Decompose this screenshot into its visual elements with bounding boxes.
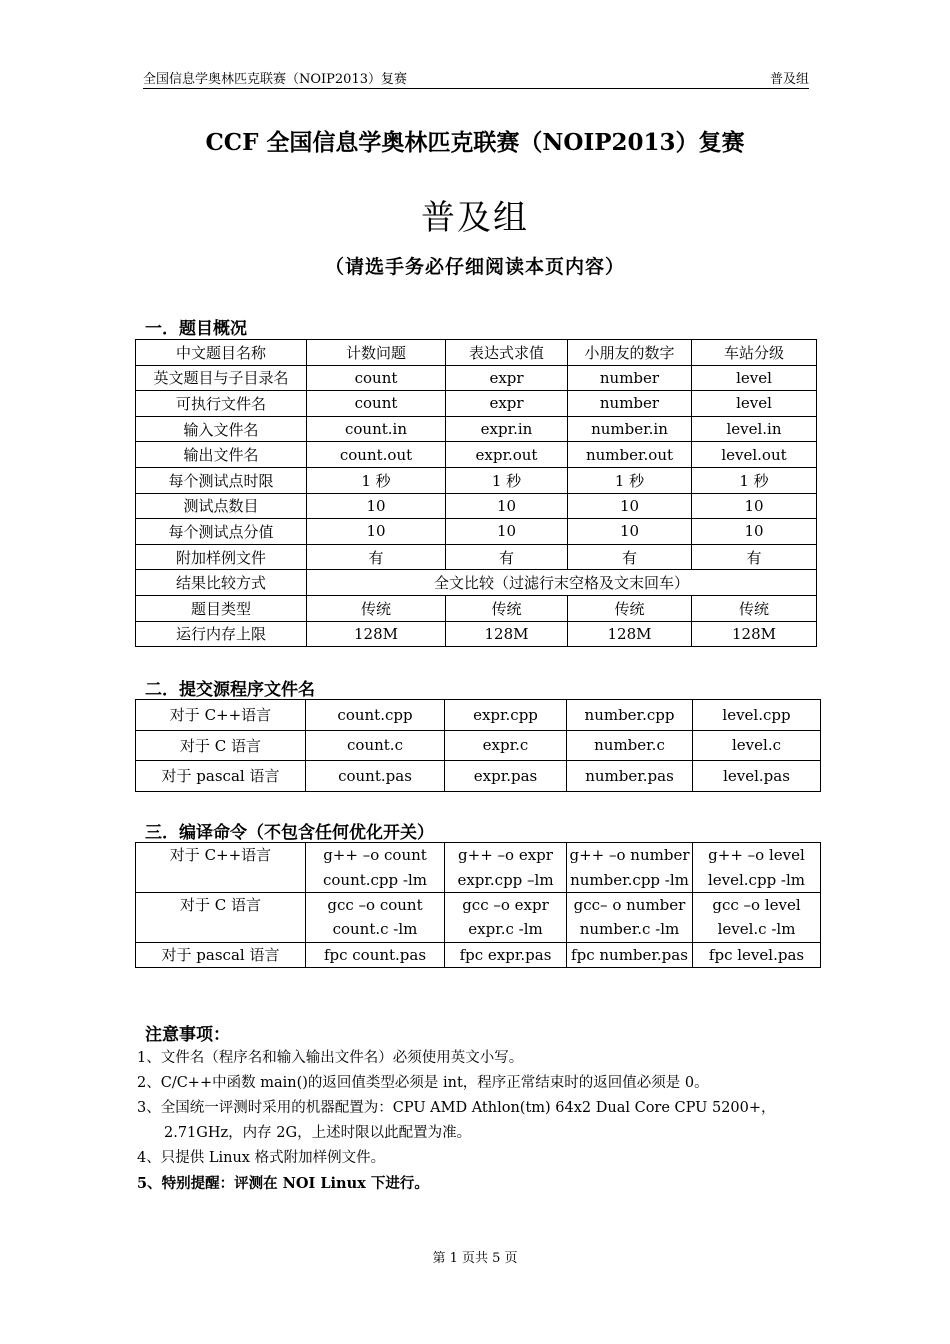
- table-cell: 英文题目与子目录名: [136, 365, 307, 391]
- table-cell: level.c -lm: [693, 917, 821, 942]
- table-cell: 对于 C++语言: [136, 843, 306, 893]
- document-subtitle: 普及组: [421, 198, 529, 238]
- table-cell: 10: [307, 519, 446, 545]
- table-cell: number.c: [567, 730, 693, 761]
- table-cell: expr.c: [445, 730, 567, 761]
- table-cell: expr.pas: [445, 761, 567, 792]
- table-row: [136, 761, 821, 792]
- table-cell: expr.cpp –lm: [445, 867, 567, 892]
- table-cell: expr.c -lm: [445, 917, 567, 942]
- table-row: [136, 519, 817, 545]
- table-cell: expr.in: [446, 416, 568, 442]
- table-cell: 对于 pascal 语言: [136, 942, 306, 967]
- table-cell: count: [307, 391, 446, 417]
- table-cell: gcc– o number: [567, 892, 693, 917]
- table-cell: 10: [568, 493, 692, 519]
- table-cell: count.cpp: [306, 700, 445, 731]
- table-cell: 对于 C 语言: [136, 730, 306, 761]
- table-cell: 10: [446, 519, 568, 545]
- table-row: [136, 544, 817, 570]
- table-row: [136, 416, 817, 442]
- table-cell: gcc –o count: [306, 892, 445, 917]
- table-cell: count.pas: [306, 761, 445, 792]
- header-right: 普及组: [769, 72, 809, 87]
- notes-list: [137, 1046, 776, 1196]
- compile-command-table: [135, 842, 821, 968]
- problem-overview-table: [135, 339, 817, 647]
- table-cell: 10: [307, 493, 446, 519]
- section-heading-compile-commands: 三．编译命令（不包含任何优化开关）: [145, 823, 434, 843]
- table-cell: 计数问题: [307, 340, 446, 366]
- document-title: CCF 全国信息学奥林匹克联赛（NOIP2013）复赛: [205, 129, 745, 156]
- note-item: 4、只提供 Linux 格式附加样例文件。: [137, 1150, 386, 1166]
- table-row: [136, 467, 817, 493]
- table-row: [136, 391, 817, 417]
- table-cell: 对于 C++语言: [136, 700, 306, 731]
- table-cell: gcc –o expr: [445, 892, 567, 917]
- table-cell: 128M: [307, 621, 446, 647]
- table-cell: level.c: [693, 730, 821, 761]
- table-cell: level.out: [692, 442, 817, 468]
- table-row: [136, 892, 821, 917]
- table-cell: count.cpp -lm: [306, 867, 445, 892]
- table-cell: 每个测试点时限: [136, 467, 307, 493]
- table-cell: expr: [446, 391, 568, 417]
- notes-heading: 注意事项：: [145, 1025, 230, 1045]
- table-cell: 10: [692, 493, 817, 519]
- table-cell: 附加样例文件: [136, 544, 307, 570]
- table-cell: 10: [446, 493, 568, 519]
- table-row: [136, 621, 817, 647]
- table-cell: level: [692, 391, 817, 417]
- source-filename-table: [135, 699, 821, 792]
- note-item-continuation: 2.71GHz，内存 2G，上述时限以此配置为准。: [164, 1125, 472, 1141]
- table-cell: 对于 C 语言: [136, 892, 306, 942]
- table-cell: 小朋友的数字: [568, 340, 692, 366]
- table-row: [136, 700, 821, 731]
- table-cell: 每个测试点分值: [136, 519, 307, 545]
- table-cell: expr.out: [446, 442, 568, 468]
- table-cell: expr: [446, 365, 568, 391]
- table-cell: count.out: [307, 442, 446, 468]
- table-cell: g++ –o level: [693, 843, 821, 868]
- table-cell: level: [692, 365, 817, 391]
- table-cell: level.pas: [693, 761, 821, 792]
- table-cell: count: [307, 365, 446, 391]
- section-heading-overview: 一．题目概况: [145, 319, 247, 339]
- table-cell: fpc expr.pas: [445, 942, 567, 967]
- table-cell: number.out: [568, 442, 692, 468]
- table-cell: 1 秒: [307, 467, 446, 493]
- table-cell: 结果比较方式: [136, 570, 307, 596]
- header-left: 全国信息学奥林匹克联赛（NOIP2013）复赛: [143, 72, 407, 87]
- table-cell: number.cpp: [567, 700, 693, 731]
- table-row: [136, 365, 817, 391]
- table-cell: fpc level.pas: [693, 942, 821, 967]
- table-row: [136, 942, 821, 967]
- table-cell: 传统: [446, 595, 568, 621]
- page-header: [143, 66, 809, 89]
- table-cell: 表达式求值: [446, 340, 568, 366]
- table-cell: 1 秒: [692, 467, 817, 493]
- table-cell: 有: [692, 544, 817, 570]
- table-cell: number.c -lm: [567, 917, 693, 942]
- table-cell: 输出文件名: [136, 442, 307, 468]
- section-heading-source-files: 二．提交源程序文件名: [145, 680, 315, 700]
- table-row: [136, 570, 817, 596]
- table-cell: 有: [307, 544, 446, 570]
- table-cell: 128M: [446, 621, 568, 647]
- table-cell: level.in: [692, 416, 817, 442]
- table-cell: 题目类型: [136, 595, 307, 621]
- table-cell: 测试点数目: [136, 493, 307, 519]
- table-row: [136, 595, 817, 621]
- table-cell: 传统: [568, 595, 692, 621]
- table-row: [136, 493, 817, 519]
- table-cell: g++ –o number: [567, 843, 693, 868]
- table-cell: 1 秒: [568, 467, 692, 493]
- table-cell: 有: [446, 544, 568, 570]
- table-cell: level.cpp -lm: [693, 867, 821, 892]
- table-cell: count.c: [306, 730, 445, 761]
- table-cell: 128M: [692, 621, 817, 647]
- table-cell: 10: [692, 519, 817, 545]
- note-item-highlight: 5、特别提醒：评测在 NOI Linux 下进行。: [137, 1175, 429, 1192]
- page-footer: 第 1 页共 5 页: [432, 1251, 518, 1266]
- table-cell: number.pas: [567, 761, 693, 792]
- table-cell: expr.cpp: [445, 700, 567, 731]
- table-cell: count.c -lm: [306, 917, 445, 942]
- table-row: [136, 843, 821, 868]
- table-cell: 可执行文件名: [136, 391, 307, 417]
- note-item: 2、C/C++中函数 main()的返回值类型必须是 int，程序正常结束时的返回值必须是 0。: [137, 1075, 709, 1091]
- table-cell: 输入文件名: [136, 416, 307, 442]
- table-cell: number.cpp -lm: [567, 867, 693, 892]
- table-cell: number: [568, 365, 692, 391]
- table-cell: g++ –o expr: [445, 843, 567, 868]
- table-cell: gcc –o level: [693, 892, 821, 917]
- table-cell-merged: 全文比较（过滤行末空格及文末回车）: [307, 570, 817, 596]
- table-cell: 10: [568, 519, 692, 545]
- table-cell: 对于 pascal 语言: [136, 761, 306, 792]
- note-item: 3、全国统一评测时采用的机器配置为：CPU AMD Athlon(tm) 64x2 Dual Core CPU 5200+，: [137, 1100, 776, 1116]
- table-row: [136, 442, 817, 468]
- table-row: [136, 730, 821, 761]
- reading-instruction: （请选手务必仔细阅读本页内容）: [324, 256, 625, 278]
- table-cell: 1 秒: [446, 467, 568, 493]
- table-row: [136, 340, 817, 366]
- table-cell: 中文题目名称: [136, 340, 307, 366]
- table-cell: 运行内存上限: [136, 621, 307, 647]
- table-cell: g++ –o count: [306, 843, 445, 868]
- note-item: 1、文件名（程序名和输入输出文件名）必须使用英文小写。: [137, 1050, 524, 1066]
- table-cell: count.in: [307, 416, 446, 442]
- table-cell: number: [568, 391, 692, 417]
- table-cell: 有: [568, 544, 692, 570]
- table-cell: 车站分级: [692, 340, 817, 366]
- table-cell: number.in: [568, 416, 692, 442]
- table-cell: fpc count.pas: [306, 942, 445, 967]
- table-cell: 传统: [307, 595, 446, 621]
- table-cell: fpc number.pas: [567, 942, 693, 967]
- table-cell: 传统: [692, 595, 817, 621]
- table-cell: 128M: [568, 621, 692, 647]
- table-cell: level.cpp: [693, 700, 821, 731]
